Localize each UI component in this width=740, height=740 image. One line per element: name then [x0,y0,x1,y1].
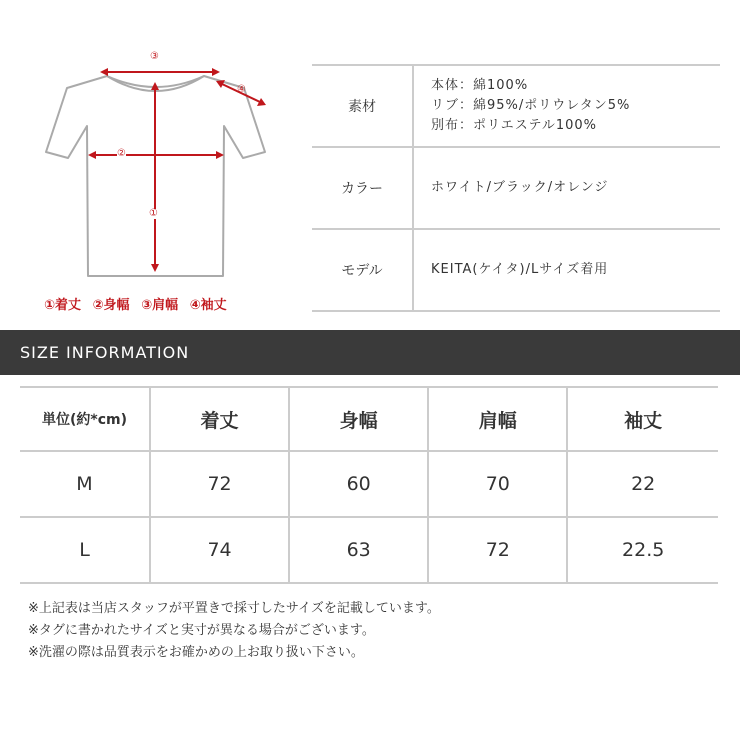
table-cell: 74 [150,517,289,583]
legend-shoulder: ③肩幅 [141,298,179,313]
header-length: 着丈 [150,387,289,451]
header-unit: 単位(約*cm) [20,387,150,451]
spec-key: モデル [312,230,414,310]
table-cell: 72 [428,517,567,583]
note-line: ※上記表は当店スタッフが平置きで採寸したサイズを記載しています。 [28,601,440,616]
spec-key: カラー [312,148,414,228]
number-1-label: ① [149,208,158,219]
table-cell: 22 [567,451,718,517]
size-label: M [20,451,150,517]
spec-value [414,230,720,310]
table-cell: 22.5 [567,517,718,583]
spec-value [414,66,720,146]
spec-line: 別布：ポリエステル100% [431,118,597,133]
header-shoulder: 肩幅 [428,387,567,451]
table-cell: 72 [150,451,289,517]
note-line: ※洗濯の際は品質表示をお確かめの上お取り扱い下さい。 [28,645,364,660]
size-table [20,386,718,584]
spec-line: KEITA(ケイタ)/Lサイズ着用 [431,262,609,277]
header-sleeve: 袖丈 [567,387,718,451]
legend-width: ②身幅 [92,298,130,313]
size-information-title: SIZE INFORMATION [20,343,190,362]
size-information-header [0,330,740,375]
table-cell: 63 [289,517,428,583]
spec-line: リブ：綿95%/ポリウレタン5% [431,98,631,113]
table-cell: 60 [289,451,428,517]
spec-value [414,148,720,228]
size-table-header-row [20,387,718,451]
measurement-legend [44,294,234,313]
spec-row-material [312,66,720,148]
spec-line: 本体：綿100% [431,78,529,93]
number-4-label: ④ [237,84,246,95]
note-line: ※タグに書かれたサイズと実寸が異なる場合がございます。 [28,623,375,638]
shoulder-arrow [100,68,220,76]
notes [28,598,440,664]
spec-line: ホワイト/ブラック/オレンジ [431,180,609,195]
table-row [20,451,718,517]
spec-table [312,64,720,312]
table-row [20,517,718,583]
number-2-label: ② [117,148,126,159]
size-label: L [20,517,150,583]
number-3-label: ③ [150,51,159,62]
header-width: 身幅 [289,387,428,451]
spec-row-model [312,230,720,312]
spec-row-color [312,148,720,230]
tshirt-illustration [20,40,300,300]
spec-key: 素材 [312,66,414,146]
tshirt-diagram [20,40,300,300]
legend-length: ①着丈 [44,298,82,313]
table-cell: 70 [428,451,567,517]
legend-sleeve: ④袖丈 [189,298,227,313]
